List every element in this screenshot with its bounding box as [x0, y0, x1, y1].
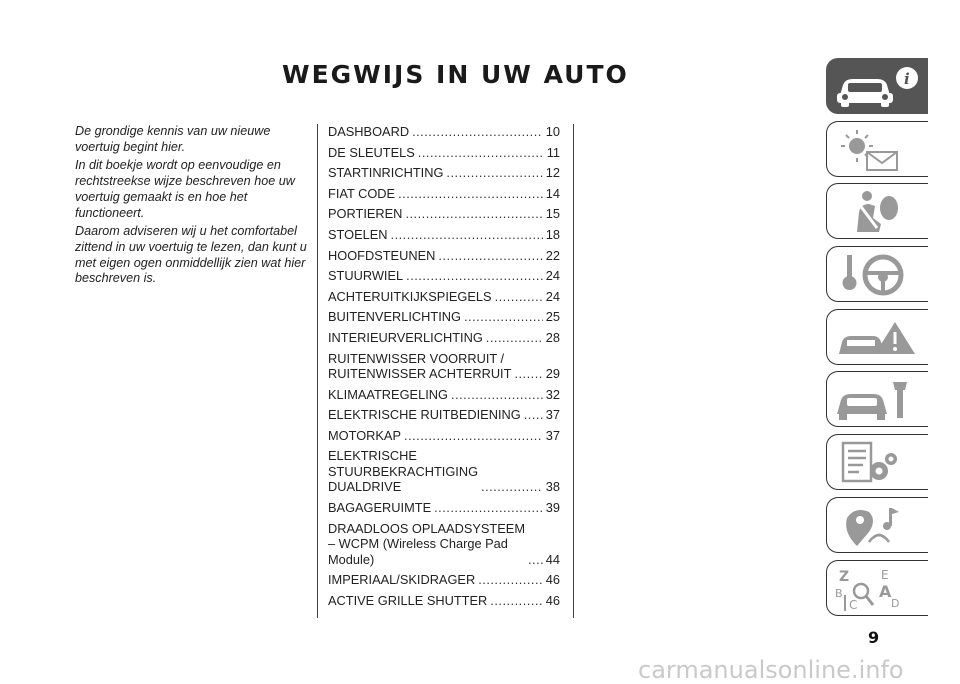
toc-leader-dots: [405, 206, 542, 222]
toc-entry-page: 46: [545, 592, 560, 608]
warning-lights-message-icon: [833, 126, 925, 174]
toc-entry-page: 44: [545, 551, 560, 567]
toc-leader-dots: [438, 248, 542, 264]
intro-text: [75, 124, 311, 290]
toc-entry-label: STARTINRICHTING: [328, 165, 444, 181]
toc-entry[interactable]: [328, 521, 560, 568]
toc-entry-label: MOTORKAP: [328, 427, 402, 443]
tab-maintenance[interactable]: [826, 371, 928, 427]
toc-leader-dots: [486, 330, 543, 346]
toc-entry-label: ACTIVE GRILLE SHUTTER: [328, 592, 488, 608]
table-of-contents: [328, 124, 560, 613]
toc-entry-label: ELEKTRISCHE RUITBEDIENING: [328, 407, 521, 423]
toc-entry-label: BUITENVERLICHTING: [328, 309, 461, 325]
toc-entry-label: RUITENWISSER VOORRUIT / RUITENWISSER ACHTERRUIT: [328, 350, 512, 382]
tab-emergency[interactable]: [826, 309, 928, 365]
tab-multimedia[interactable]: [826, 497, 928, 553]
page-title: WEGWIJS IN UW AUTO: [282, 60, 629, 89]
index-letter: D: [891, 596, 900, 610]
toc-entry-page: 37: [545, 407, 560, 423]
toc-leader-dots: [464, 309, 543, 325]
toc-entry-label: PORTIEREN: [328, 206, 403, 222]
toc-entry[interactable]: [328, 248, 560, 264]
toc-entry[interactable]: [328, 387, 560, 403]
toc-entry-label: KLIMAATREGELING: [328, 386, 448, 402]
toc-leader-dots: [404, 428, 543, 444]
toc-entry[interactable]: [328, 145, 560, 161]
toc-entry-page: 32: [545, 386, 560, 402]
toc-leader-dots: [528, 552, 543, 568]
toc-entry-label: STOELEN: [328, 226, 388, 242]
toc-leader-dots: [481, 479, 543, 495]
toc-entry[interactable]: [328, 165, 560, 181]
tab-warning-lights[interactable]: [826, 121, 928, 177]
tab-safety[interactable]: [826, 183, 928, 239]
toc-leader-dots: [514, 366, 542, 382]
toc-entry-page: 28: [545, 329, 560, 345]
toc-entry[interactable]: [328, 186, 560, 202]
roadside-emergency-icon: [833, 314, 925, 362]
column-divider-left: [317, 124, 318, 618]
seatbelt-airbag-icon: [833, 188, 925, 236]
toc-entry[interactable]: [328, 124, 560, 140]
toc-entry-page: 24: [545, 268, 560, 284]
toc-entry-label: FIAT CODE: [328, 185, 396, 201]
toc-entry-page: 22: [545, 247, 560, 263]
toc-leader-dots: [451, 387, 543, 403]
toc-entry-page: 15: [545, 206, 560, 222]
toc-entry-page: 46: [545, 572, 560, 588]
toc-leader-dots: [495, 289, 543, 305]
toc-leader-dots: [524, 407, 543, 423]
toc-entry[interactable]: [328, 289, 560, 305]
toc-entry-label: DE SLEUTELS: [328, 144, 415, 160]
toc-entry-label: BAGAGERUIMTE: [328, 500, 432, 515]
multimedia-icon: [833, 502, 925, 550]
toc-entry-label: DASHBOARD: [328, 124, 410, 139]
toc-entry[interactable]: [328, 309, 560, 325]
tab-technical-data[interactable]: [826, 434, 928, 490]
toc-entry[interactable]: [328, 407, 560, 423]
index-letter: C: [849, 597, 858, 612]
toc-entry-label: INTERIEURVERLICHTING: [328, 329, 483, 345]
toc-leader-dots: [406, 268, 543, 284]
toc-entry-label: ACHTERUITKIJKSPIEGELS: [328, 288, 492, 304]
toc-entry[interactable]: [328, 500, 560, 516]
technical-data-gear-icon: [833, 439, 925, 487]
svg-text:i: i: [904, 70, 910, 88]
toc-entry-page: 24: [545, 288, 560, 304]
toc-entry-page: 29: [545, 366, 560, 382]
car-maintenance-wrench-icon: [833, 376, 925, 424]
toc-leader-dots: [418, 145, 543, 161]
toc-leader-dots: [434, 500, 543, 516]
toc-entry-label: HOOFDSTEUNEN: [328, 247, 436, 263]
toc-entry[interactable]: [328, 448, 560, 495]
toc-leader-dots: [490, 593, 542, 609]
index-letter: A: [879, 581, 892, 601]
toc-entry-page: 12: [545, 165, 560, 181]
toc-entry-label: IMPERIAAL/SKIDRAGER: [328, 572, 476, 588]
toc-entry[interactable]: [328, 593, 560, 609]
toc-entry[interactable]: [328, 572, 560, 588]
index-letter: E: [881, 567, 889, 582]
car-info-icon: [833, 63, 925, 111]
intro-paragraph: Daarom adviseren wij u het comfortabel zittend in uw voertuig te lezen, dan kunt u met eigen ogen onmiddellijk zien wat hier beschreven is.: [75, 224, 307, 286]
toc-entry[interactable]: [328, 330, 560, 346]
toc-entry-label: STUURWIEL: [328, 268, 404, 284]
toc-entry-page: 14: [545, 185, 560, 201]
tab-car-info[interactable]: [826, 58, 928, 114]
page-number: 9: [868, 628, 880, 647]
toc-entry-page: 11: [546, 144, 560, 160]
toc-entry-label: DRAADLOOS OPLAADSYSTEEM – WCPM (Wireless Charge Pad Module): [328, 520, 525, 567]
chapter-tabs: [826, 58, 929, 622]
key-steering-wheel-icon: [833, 251, 925, 299]
index-letter: B: [835, 586, 843, 600]
column-divider-right: [573, 124, 574, 618]
toc-entry[interactable]: [328, 351, 560, 382]
intro-paragraph: De grondige kennis van uw nieuwe voertuig begint hier.: [75, 124, 271, 154]
watermark: carmanualsonline.info: [638, 656, 904, 684]
toc-entry-page: 37: [545, 427, 560, 443]
toc-leader-dots: [478, 572, 543, 588]
toc-entry[interactable]: [328, 268, 560, 284]
toc-entry-label: ELEKTRISCHE STUURBEKRACHTIGING DUALDRIVE: [328, 448, 479, 495]
toc-leader-dots: [391, 227, 543, 243]
tab-index[interactable]: [826, 560, 928, 616]
alphabetical-index-icon: [833, 565, 925, 613]
toc-leader-dots: [412, 124, 543, 140]
index-letter: Z: [839, 568, 850, 585]
toc-entry-page: 18: [545, 226, 560, 242]
toc-leader-dots: [398, 186, 543, 202]
toc-entry-page: 10: [545, 124, 560, 139]
toc-entry-page: 38: [545, 479, 560, 495]
tab-starting-driving[interactable]: [826, 246, 928, 302]
intro-paragraph: In dit boekje wordt op eenvoudige en rechtstreekse wijze beschreven hoe uw voertuig gemaakt is en hoe het functioneert.: [75, 158, 295, 220]
toc-entry[interactable]: [328, 227, 560, 243]
toc-leader-dots: [446, 165, 542, 181]
toc-entry[interactable]: [328, 206, 560, 222]
toc-entry-page: 25: [545, 309, 560, 325]
toc-entry-page: 39: [545, 500, 560, 515]
toc-entry[interactable]: [328, 428, 560, 444]
